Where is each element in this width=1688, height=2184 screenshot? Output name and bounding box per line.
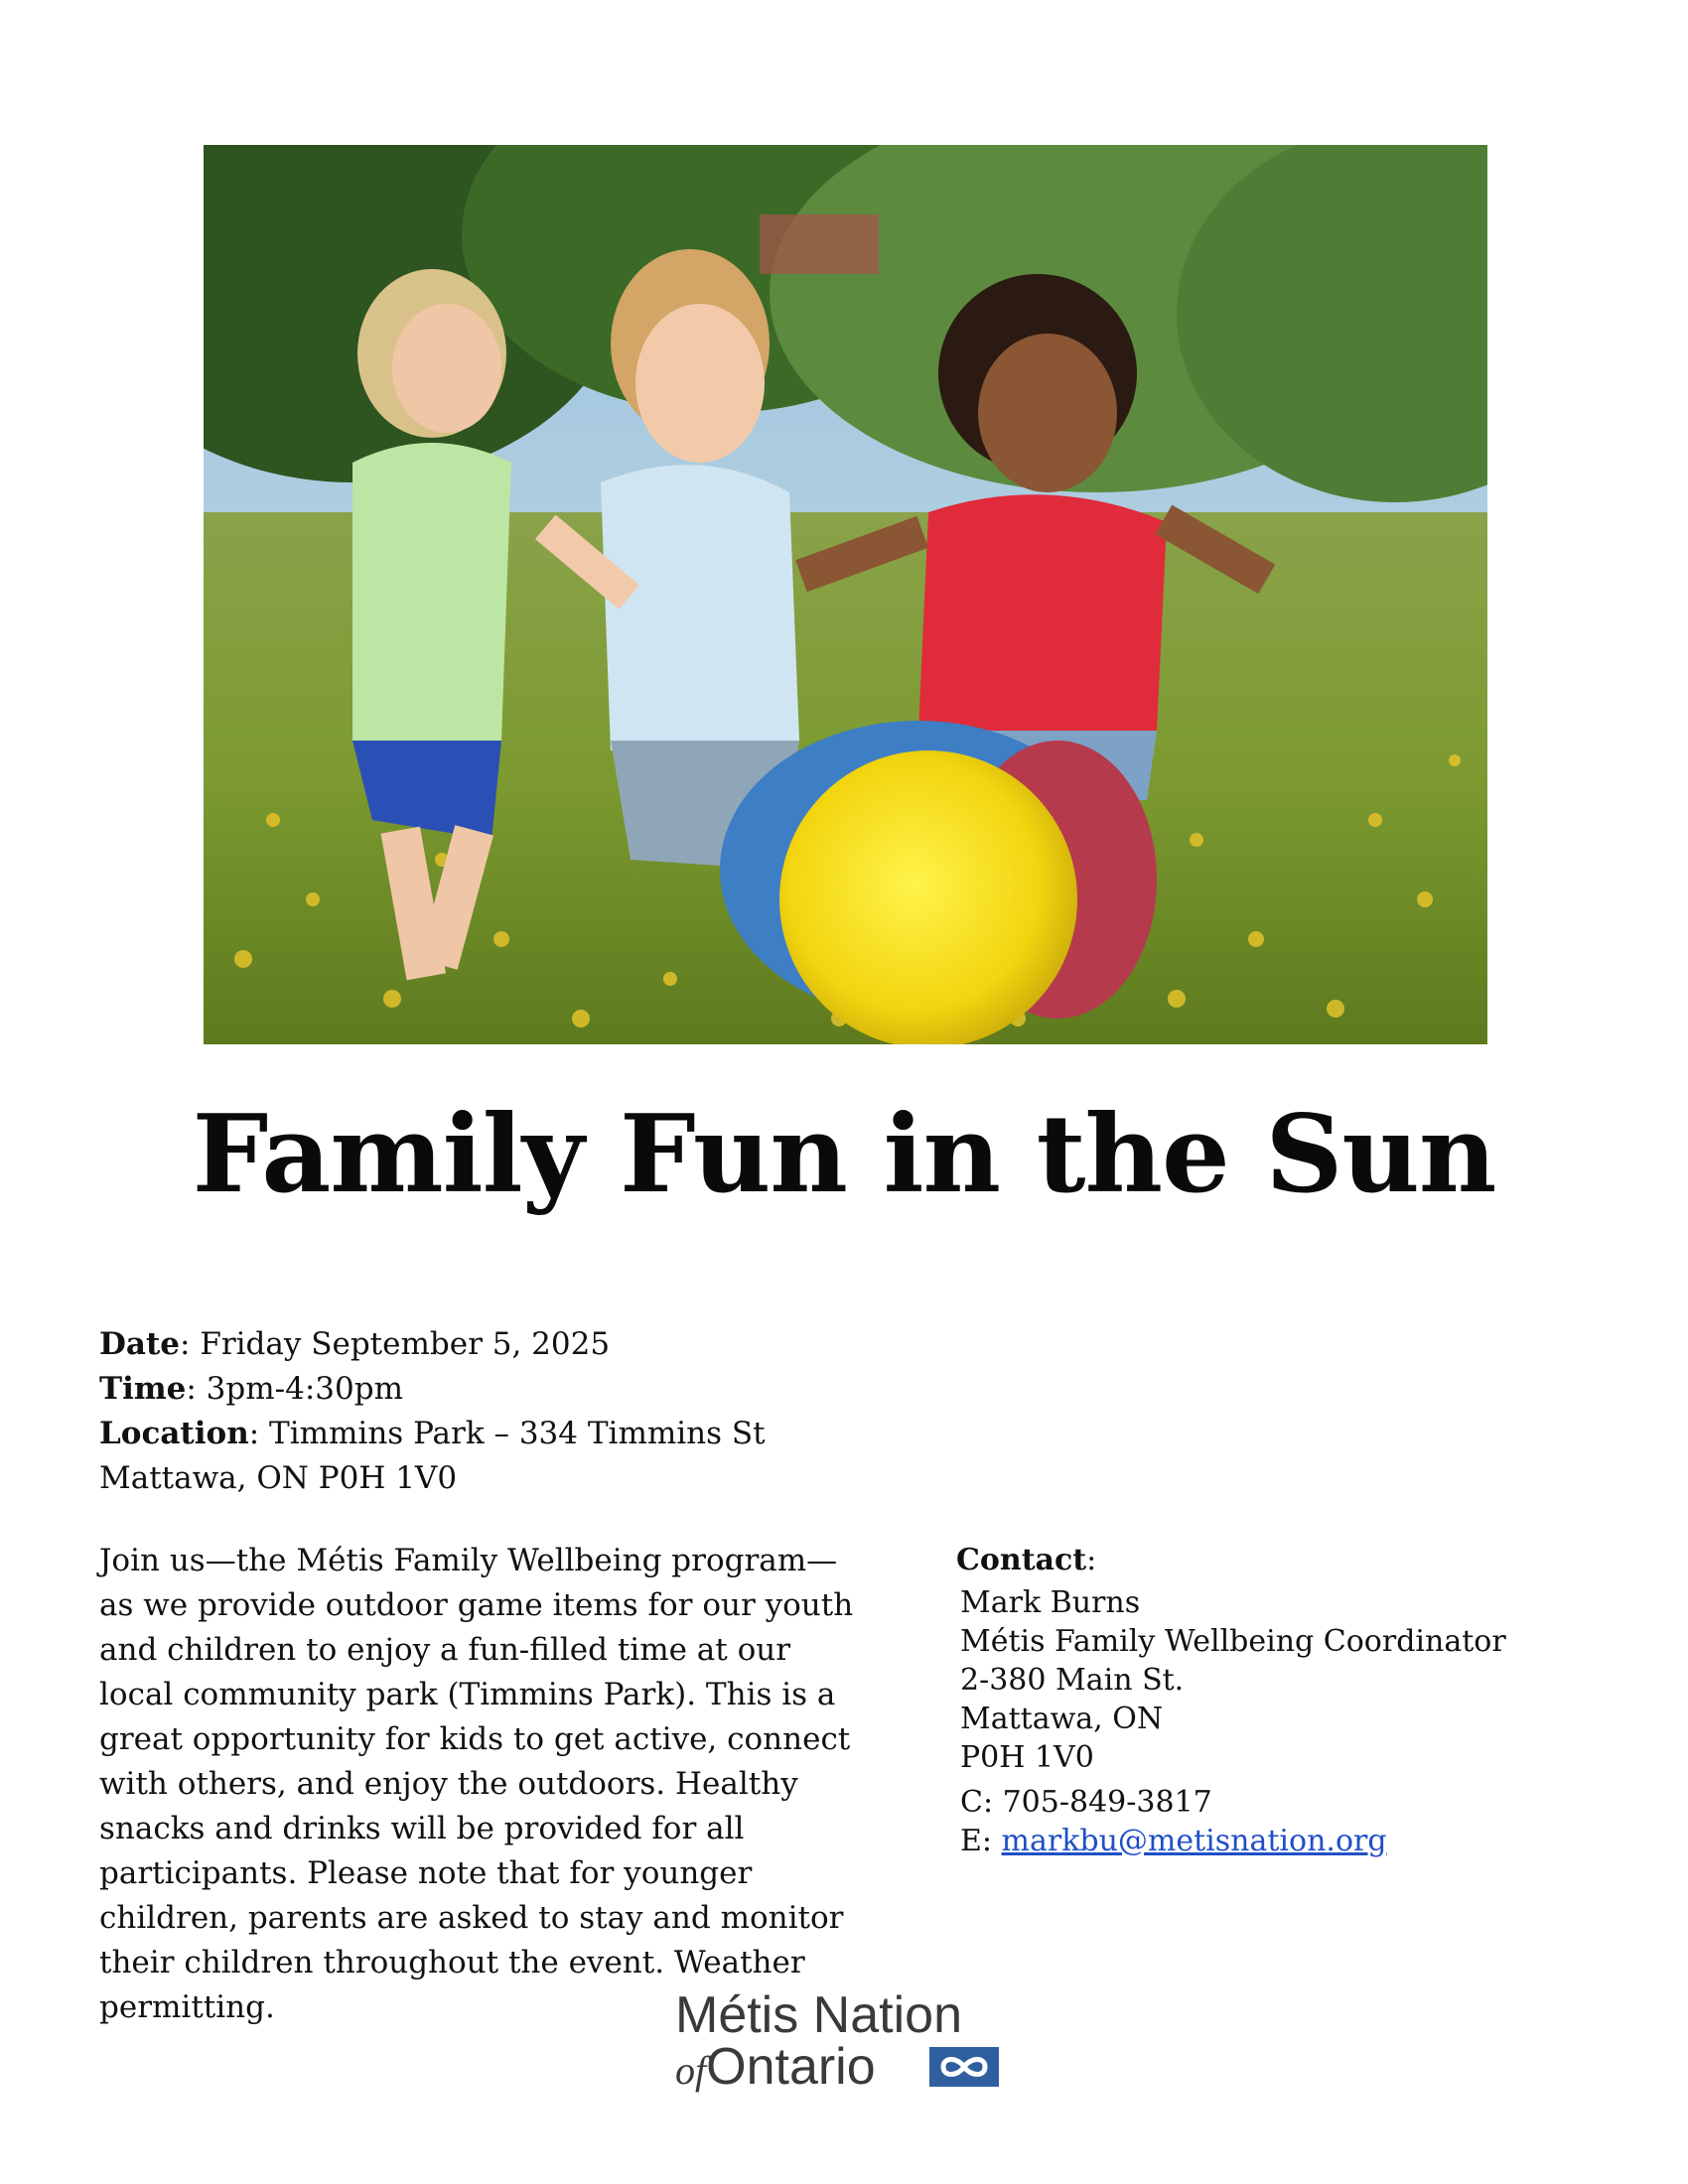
date-label: Date xyxy=(99,1326,181,1362)
metis-nation-logo xyxy=(675,1985,1013,2095)
contact-postal: P0H 1V0 xyxy=(960,1740,1094,1775)
date-value: : Friday September 5, 2025 xyxy=(180,1326,611,1362)
logo-of: of xyxy=(675,2048,707,2093)
contact-phone: C: 705-849-3817 xyxy=(960,1785,1212,1820)
contact-heading-label: Contact xyxy=(956,1543,1087,1577)
infinity-icon xyxy=(929,2047,999,2087)
contact-name: Mark Burns xyxy=(960,1585,1141,1620)
contact-email-row xyxy=(956,1822,1506,1860)
logo-line2 xyxy=(675,2037,876,2097)
event-details xyxy=(99,1322,766,1501)
location-line2: Mattawa, ON P0H 1V0 xyxy=(99,1460,458,1496)
contact-role: Métis Family Wellbeing Coordinator xyxy=(960,1624,1506,1659)
logo-line1: Métis Nation xyxy=(675,1986,962,2044)
contact-address2: Mattawa, ON xyxy=(960,1702,1164,1736)
logo-ontario: Ontario xyxy=(706,2038,876,2096)
time-row xyxy=(99,1367,766,1412)
children-playing-photo xyxy=(204,145,1487,1044)
contact-heading xyxy=(956,1541,1506,1579)
location-row xyxy=(99,1412,766,1456)
contact-email-link[interactable]: markbu@metisnation.org xyxy=(1001,1824,1387,1858)
contact-email-prefix: E: xyxy=(960,1824,1002,1858)
contact-heading-suffix: : xyxy=(1086,1543,1097,1577)
location-label: Location xyxy=(99,1416,249,1451)
contact-block xyxy=(956,1541,1506,1860)
time-label: Time xyxy=(99,1371,187,1407)
hero-photo xyxy=(204,145,1487,1044)
time-value: : 3pm-4:30pm xyxy=(186,1371,403,1407)
date-row xyxy=(99,1322,766,1367)
event-description: Join us—the Métis Family Wellbeing program—as we provide outdoor game items for our youth and children to enjoy a fun-filled time at our local community park (Timmins Park). This is a great opportunity for kids to get active, connect with others, and enjoy the outdoors. Healthy snacks and drinks will be provided for all participants. Please note that for younger children, parents are asked to stay and monitor their children throughout the event. Weather permitting. xyxy=(99,1543,854,2025)
poster-title: Family Fun in the Sun xyxy=(192,1092,1496,1217)
location-value: : Timmins Park – 334 Timmins St xyxy=(248,1416,766,1451)
contact-address1: 2-380 Main St. xyxy=(960,1663,1185,1698)
